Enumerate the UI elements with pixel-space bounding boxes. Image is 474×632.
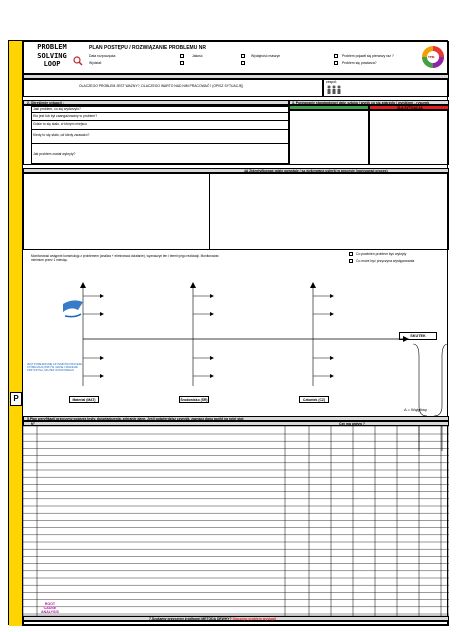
repeat-question: Problem się powtarza? xyxy=(342,61,377,65)
p-marker: P xyxy=(10,392,22,406)
problem-solving-loop-logo xyxy=(27,43,77,73)
question-who: Kto jest lub był zaangażowany w problem? xyxy=(33,114,98,118)
root-cause-analysis-logo xyxy=(41,602,59,615)
col-impact: Czy ma wpływ ? xyxy=(339,421,366,426)
team-label: zespół: xyxy=(326,80,337,84)
cause-checkbox[interactable] xyxy=(349,259,353,263)
bad-situation-area[interactable] xyxy=(369,110,449,165)
fishbone-left-note: JEST PODEJRZANIE CZYNNIKÓW PROCESU KTÓRE MAJĄ WPŁYW, GDZIE I ZDANIAMI PRZYCZYNA, SKUTEK WYNIKOWEGO xyxy=(27,363,83,372)
divider xyxy=(31,112,289,113)
rca-line-3: ANALYSIS xyxy=(41,610,59,615)
section5-heading: 5.Plan weryfikacji przyczyny poprzez testy, doświadczenia, zebranie dane. Jeśli potwierdzisz czynnik, zaznacz daną punkt na rotej stoi: xyxy=(27,416,245,421)
divider xyxy=(31,143,289,144)
bad-situation-label: ZŁA SYTUACJA xyxy=(397,105,423,110)
first-time-question: Problem pojawił się pierwszy raz ? xyxy=(342,54,394,58)
tpm-badge: TPM xyxy=(428,55,435,59)
section7-area[interactable] xyxy=(23,621,449,626)
question-how-detected: Jak problem został wykryty? xyxy=(33,152,76,156)
form-title: PLAN POSTĘPU / ROZWIĄZANIE PROBLEMU NR xyxy=(89,45,206,51)
machine-efficiency-checkbox[interactable] xyxy=(241,54,245,58)
logo-line-1: PROBLEM xyxy=(37,43,67,51)
section1-heading: OLACZEGO PROBLEM JEST WAŻNY?, DLACZEGO WARTO NAD NIM PRACOWAĆ? (OPISZ SYTUACJĘ) xyxy=(79,84,244,88)
section7-heading xyxy=(149,617,276,621)
rca-line-1: ROOT xyxy=(44,602,56,606)
doubtful-legend: Δ = Wątpliwy xyxy=(404,407,428,412)
detection-checkbox[interactable] xyxy=(349,252,353,256)
effect-box: SKUTEK xyxy=(399,332,437,340)
divider xyxy=(209,173,210,250)
verification-table xyxy=(23,426,449,616)
cause-environment: Środowisko (ŚR) xyxy=(180,398,208,402)
repeat-checkbox[interactable] xyxy=(334,61,338,65)
machine-efficiency-checkbox-2[interactable] xyxy=(241,61,245,65)
cause-material: Materiał (MAT) xyxy=(69,396,99,403)
divider xyxy=(31,120,289,121)
section2-heading: 2. Określenie sytuacji : xyxy=(27,100,64,105)
team-people-icon xyxy=(326,85,346,95)
process-drawing-area[interactable] xyxy=(23,173,449,250)
divider xyxy=(31,129,289,130)
quality-checkbox[interactable] xyxy=(180,54,184,58)
logo-line-2: SOLVING xyxy=(37,51,67,60)
rca-line-2: CAUSE xyxy=(43,606,57,611)
question-when: Kiedy to się stało, od kiedy zauważo? xyxy=(33,133,90,137)
quality-checkbox-2[interactable] xyxy=(180,61,184,65)
yellow-side-strip xyxy=(9,41,23,626)
col-number: N° xyxy=(31,421,35,426)
section4-heading: 4A Zidentyfikować gdzie powstaje / są wykrywane usterki w procesie (narysować proces) xyxy=(244,168,388,173)
first-time-checkbox[interactable] xyxy=(334,54,338,58)
logo-line-3: LOOP xyxy=(43,60,61,68)
machine-efficiency-label: Wydajność maszyn xyxy=(251,54,281,58)
quality-label: Jakość xyxy=(192,54,203,58)
section7-title: 7.Szukamy przyczyny źródłowej METODĄ DEWHY? xyxy=(149,616,232,621)
cause-label: Co może być przyczyna występowania xyxy=(356,259,415,263)
cause-human: Człowiek (CZ) xyxy=(299,396,329,403)
section3-heading: 3. Porównanie standardowej daty, sztuka / wynik co się zdarzyło / wynikiem - rysunek xyxy=(292,100,430,105)
form-page xyxy=(8,40,448,625)
good-situation-area[interactable] xyxy=(289,110,369,165)
start-date-label: Data rozpoczęcia: xyxy=(89,54,117,58)
detection-label: Co powinien problem być wykryty xyxy=(356,252,407,256)
monitoring-note: Monitorować wstępnie konstrukcję z problemem (analiza + eliminować działanie), wyznaczyć ten i termin jego realizacji. Monitorować minimum przez 1 miesiąc. xyxy=(31,254,219,262)
magnifier-icon xyxy=(73,56,83,66)
question-where: Gdzie to się stało, w którym miejscu xyxy=(33,122,87,126)
department-label: Wydział: xyxy=(89,61,102,65)
question-what: Jaki problem, co się wydarzyło? xyxy=(33,107,81,111)
section1-input[interactable] xyxy=(23,79,323,97)
section7-title-red: Dlaczego problem wystąpił xyxy=(232,616,277,621)
